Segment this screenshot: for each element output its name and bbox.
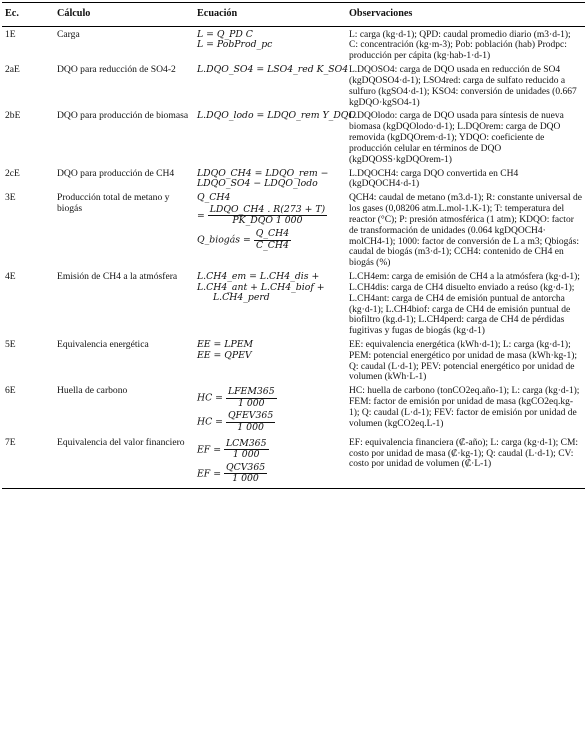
equation-line: L.CH4_perd [213,292,270,304]
fraction-numerator: LDQO_CH4 . R(273 + T) [209,203,326,215]
table-row [2,64,585,110]
row-calculo: Producción total de metano y biogás [57,192,170,215]
equation-line: L = Q_PD C [197,28,253,40]
row-ec: 7E [2,437,54,489]
equation-line: L = PobProd_pc [197,39,273,51]
fraction-denominator: 1 000 [237,422,264,434]
row-ec: 3E [5,192,16,204]
fraction-denominator: PK_DQO 1 000 [232,215,303,227]
row-observaciones: EE: equivalencia energética (kWh·d-1); L: carga (kg·d-1); PEM: potencial energético por unidad de masa (kWh·kg-1); Q: caudal (L·d-1); PEV: potencial energético por unidad de volumen (kWh·L-1) [349,339,578,383]
row-observaciones: EF: equivalencia financiera (₡-año); L: carga (kg·d-1); CM: costo por unidad de masa (₡·kg-1); Q: caudal (L·d-1); CV: costo por unidad de volumen (₡·L-1) [346,437,585,489]
row-calculo: Huella de carbono [57,385,128,397]
equation-line [197,386,343,410]
equation-biogas [197,228,343,252]
fraction-numerator: Q_CH4 [255,228,290,239]
fraction [254,229,291,251]
row-ecuacion [194,192,346,271]
equation-methane: = $\frac{\text{LDQO\_CH4 . R(273 + T)}}{\text{PK\_DQO 1 000}}$ [197,203,326,227]
equation-line [197,438,343,462]
row-observaciones: L.CH4em: carga de emisión de CH4 a la atmósfera (kg·d-1); L.CH4dis: carga de CH4 disuelto enviado a reúso (kg·d-1); L.CH4ant: carga de CH4 de emisión puntual de antorcha (kg·d-1); L.CH4biof: carga de CH4 de emisión puntual de biofiltro (kg.d-1); L.CH4perd: carga de CH4 de pérdidas fugitivas y fugas de biogás (kg·d-1) [349,272,580,337]
fraction [226,411,275,433]
row-observaciones: QCH4: caudal de metano (m3.d-1); R: constante universal de los gases (0,08206 atm.L.mol-1.K-1); T: temperatura del reactor (°C); P: presión atmosférica (1 atm); KDQO: factor de transformación de unidades (0.064 kgDQOCH4· molCH4-1); 1000: factor de conversión de L a m3; Qbiogás: caudal de biogás (m3·d-1); CCH4: contenido de CH4 en biogás (%) [349,193,582,269]
header-ec: Ec. [2,3,54,27]
row-ec: 4E [5,271,16,283]
fraction-denominator: 1 000 [232,473,259,485]
row-ecuacion [194,110,357,167]
row-ecuacion [194,26,346,64]
equation-line: EE = QPEV [197,349,252,361]
row-observaciones: L.DQOlodo: carga de DQO usada para síntesis de nueva biomasa (kgDQOlodo·d-1); L.DQOrem: carga de DQO removida (kgDQOrem·d-1); YDQO: coeficiente de producción celular en términos de DQO (kgDQOSS·kgDQOrem-1) [349,111,564,165]
row-ec: 1E [5,28,16,40]
table-row [2,385,585,436]
row-ec: 2aE [5,64,20,76]
equation-methane-lhs: Q_CH4 [197,192,231,204]
row-ec: 2cE [5,167,20,179]
row-observaciones: L.DQOCH4: carga DQO convertida en CH4 (kgDQOCH4·d-1) [349,168,519,190]
fraction-numerator: LCM365 [225,437,267,449]
table-row [2,192,585,271]
equation-line: EE = LPEM [197,338,254,350]
row-ecuacion [194,271,346,339]
table-row [2,437,585,489]
table-header-row [2,3,585,27]
equations-table [2,2,585,489]
fraction-numerator: QCV365 [225,461,266,473]
equation-lhs: EF = [197,468,221,480]
table-row [2,110,585,167]
table-row [2,339,585,385]
row-ecuacion [194,168,346,193]
table-row [2,271,585,339]
row-calculo: Emisión de CH4 a la atmósfera [57,271,178,283]
equation-line: L.CH4_em = L.CH4_dis + [197,271,320,283]
table-row [2,26,585,64]
equation-lhs: Q_biogás = [197,234,251,246]
row-calculo: DQO para producción de biomasa [57,110,189,122]
row-observaciones: L: carga (kg·d-1); QPD: caudal promedio diario (m3·d-1); C: concentración (kg·m-3); Pob: población (hab) Prodpc: producción per cápita (kg·hab-1·d-1) [349,29,571,62]
row-ecuacion [194,64,349,110]
fraction-numerator: LFEM365 [227,386,275,398]
fraction-numerator: QFEV365 [227,410,274,422]
row-calculo: DQO para producción de CH4 [57,167,175,179]
fraction [224,439,269,461]
row-ec: 5E [5,338,16,350]
fraction [224,463,267,485]
fraction [208,205,327,227]
equation-line: LDQO_SO4 − LDQO_lodo [197,178,318,190]
fraction-denominator: 1 000 [232,449,260,461]
row-ecuacion [194,339,346,385]
row-observaciones: HC: huella de carbono (tonCO2eq.año-1); L: carga (kg·d-1); FEM: factor de emisión por unidad de masa (kgCO2eq.kg-1); Q: caudal (L·d-1); FEV: factor de emisión por unidad de volumen (kgCO2eq.L-1) [349,386,580,429]
equation-line: L.DQO_SO4 = LSO4_red K_SO4 [197,64,349,76]
row-ec: 6E [5,385,16,397]
row-calculo: Equivalencia del valor financiero [54,437,194,489]
row-ecuacion [194,385,346,436]
equation-line [197,410,343,434]
table-row [2,168,585,193]
equation-line: L.CH4_ant + L.CH4_biof + [197,281,325,293]
row-calculo: Equivalencia energética [57,338,149,350]
equation-line: L.DQO_lodo = LDQO_rem Y_DQO [197,110,357,122]
equation-line: LDQO_CH4 = LDQO_rem − [197,167,329,179]
equation-lhs: HC = [197,417,223,429]
fraction-denominator: C_CH4 [256,239,289,251]
row-ecuacion [194,437,346,489]
equation-lhs: HC = [197,392,223,404]
row-observaciones: L.DQOSO4: carga de DQO usada en reducción de SO4 (kgDQOSO4·d-1); LSO4red: carga de sulfato reducido a sulfuro (kgSO4·d-1); KSO4: conversión de unidades (0.667 kgDQO·kgSO4-1) [349,65,577,108]
fraction-denominator: 1 000 [237,397,265,409]
header-calculo: Cálculo [54,3,194,27]
row-calculo: DQO para reducción de SO4-2 [57,64,176,76]
equation-line [197,462,343,486]
row-ec: 2bE [5,110,21,122]
fraction [226,387,277,409]
equation-lhs: EF = [197,444,221,456]
row-calculo: Carga [57,28,80,40]
header-observaciones: Observaciones [346,3,585,27]
header-ecuacion: Ecuación [194,3,346,27]
